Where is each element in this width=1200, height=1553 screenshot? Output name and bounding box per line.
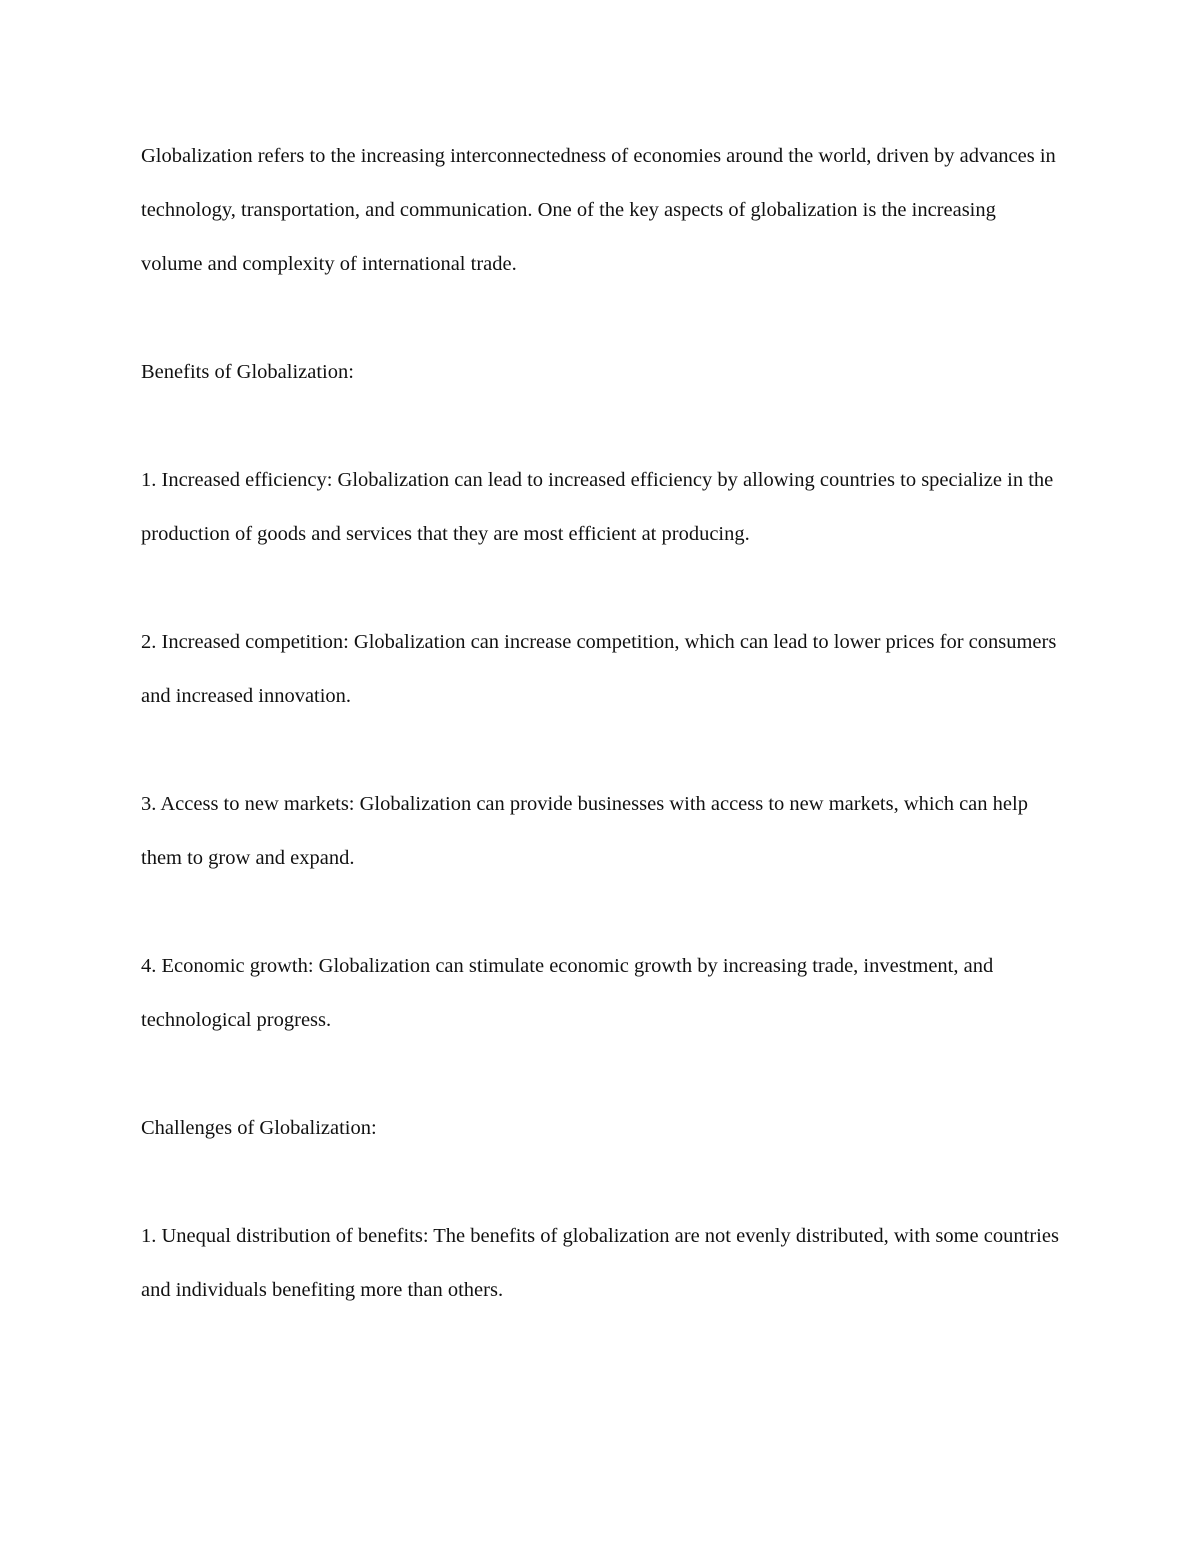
benefit-item-3: 3. Access to new markets: Globalization can provide businesses with access to new markets, which can help them to grow and expand. xyxy=(141,793,1028,869)
challenge-item-1: 1. Unequal distribution of benefits: The benefits of globalization are not evenly distributed, with some countries and individuals benefiting more than others. xyxy=(141,1225,1059,1301)
benefits-heading: Benefits of Globalization: xyxy=(141,361,354,383)
benefit-item-4: 4. Economic growth: Globalization can stimulate economic growth by increasing trade, investment, and technological progress. xyxy=(141,955,994,1031)
benefit-item-1: 1. Increased efficiency: Globalization can lead to increased efficiency by allowing countries to specialize in the production of goods and services that they are most efficient at producing. xyxy=(141,469,1054,545)
intro-paragraph: Globalization refers to the increasing interconnectedness of economies around the world, driven by advances in technology, transportation, and communication. One of the key aspects of globalization is the increasing volume and complexity of international trade. xyxy=(141,145,1056,275)
document-body xyxy=(141,129,1061,1371)
challenges-heading: Challenges of Globalization: xyxy=(141,1117,377,1139)
benefit-item-2: 2. Increased competition: Globalization can increase competition, which can lead to lower prices for consumers and increased innovation. xyxy=(141,631,1057,707)
